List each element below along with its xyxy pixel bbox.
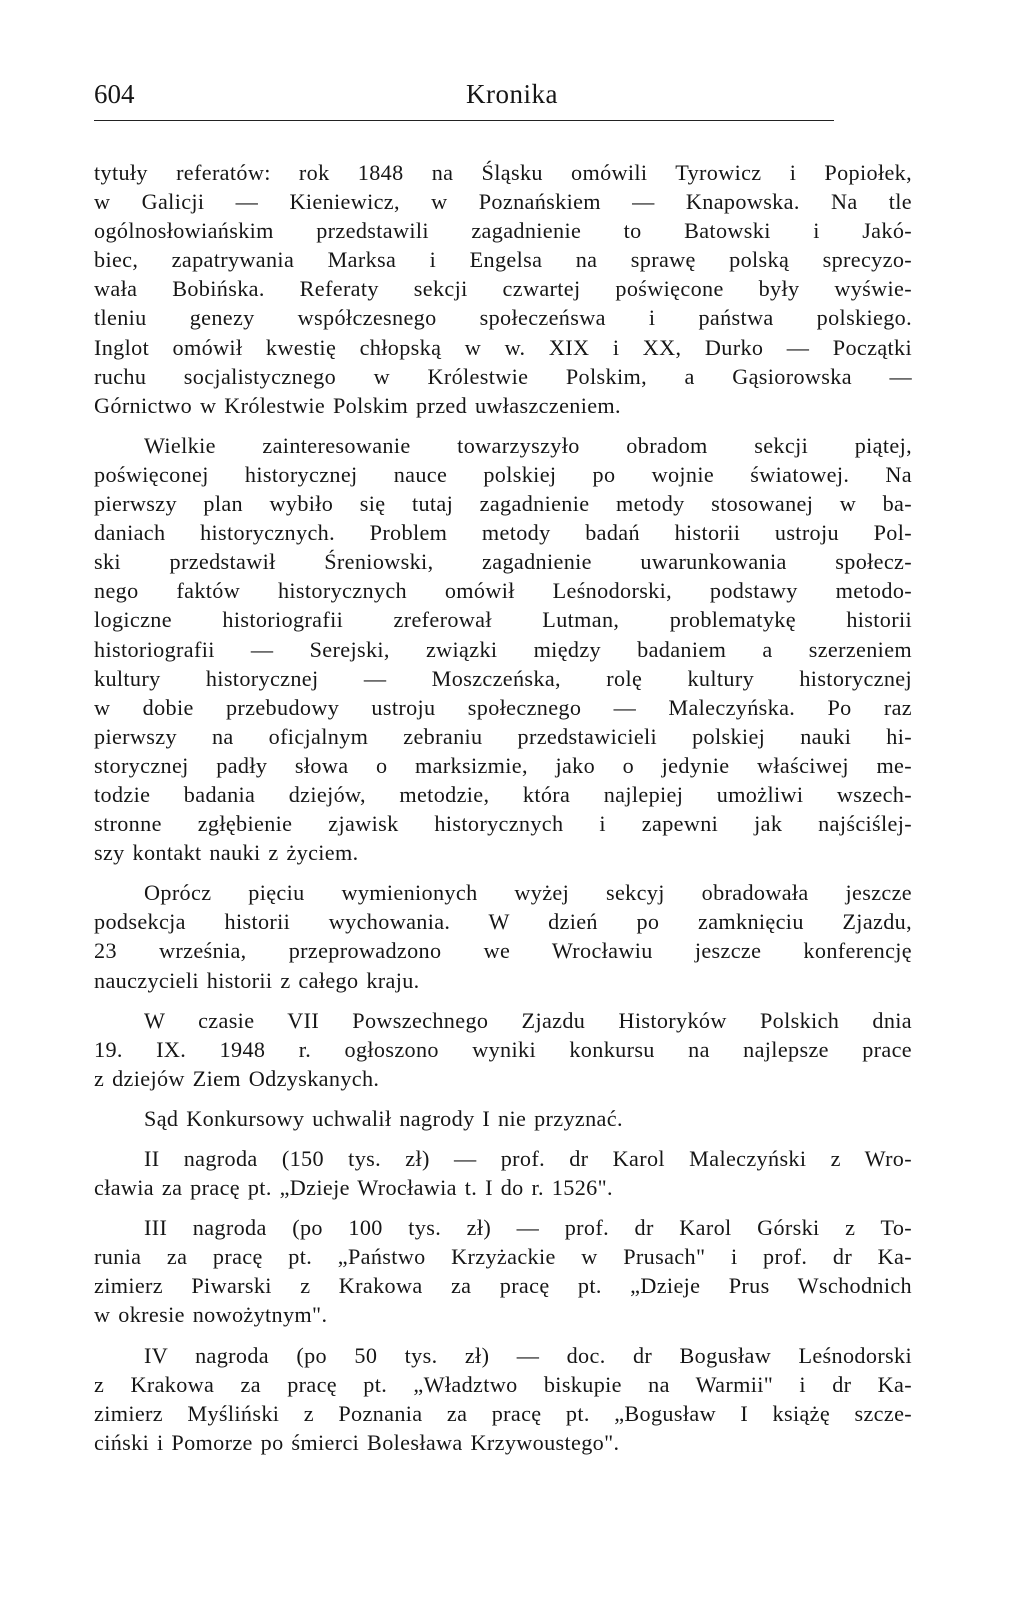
paragraph bbox=[94, 1104, 912, 1133]
text-line: IV nagroda (po 50 tys. zł) — doc. dr Bogusław Leśnodorski bbox=[144, 1342, 912, 1368]
text-line: tleniu genezy współczesnego społeczeńswa i państwa polskiego. bbox=[94, 305, 912, 331]
text-line: historiografii — Serejski, związki między badaniem a szerzeniem bbox=[94, 636, 912, 662]
text-line: poświęconej historycznej nauce polskiej po wojnie światowej. Na bbox=[94, 461, 912, 487]
text-line: kultury historycznej — Moszczeńska, rolę kultury historycznej bbox=[94, 665, 912, 691]
text-line: 19. IX. 1948 r. ogłoszono wyniki konkursu na najlepsze prace bbox=[94, 1036, 912, 1062]
text-line: II nagroda (150 tys. zł) — prof. dr Karol Maleczyński z Wro- bbox=[144, 1146, 912, 1171]
text-line: nauczycieli historii z całego kraju. bbox=[94, 967, 420, 993]
page-number: 604 bbox=[94, 79, 135, 109]
text-line: todzie badania dziejów, metodzie, która najlepiej umożliwi wszech- bbox=[94, 781, 912, 807]
text-line: nego faktów historycznych omówił Leśnodorski, podstawy metodo- bbox=[94, 578, 912, 604]
text-line: tytuły referatów: rok 1848 na Śląsku omówili Tyrowicz i Popiołek, bbox=[94, 160, 912, 185]
paragraph bbox=[94, 158, 912, 420]
text-line: z dziejów Ziem Odzyskanych. bbox=[94, 1065, 380, 1091]
text-line: Wielkie zainteresowanie towarzyszyło obradom sekcji piątej, bbox=[144, 432, 912, 458]
text-line: w dobie przebudowy ustroju społecznego — Maleczyńska. Po raz bbox=[94, 694, 912, 720]
text-line: z Krakowa za pracę pt. „Władztwo biskupie na Warmii" i dr Ka- bbox=[94, 1371, 912, 1397]
text-line: w okresie nowożytnym". bbox=[94, 1302, 328, 1328]
book-page bbox=[94, 70, 912, 1457]
text-line: biec, zapatrywania Marksa i Engelsa na sprawę polską sprecyzo- bbox=[94, 247, 912, 273]
header-rule bbox=[94, 120, 834, 121]
text-line: w Galicji — Kieniewicz, w Poznańskiem — Knapowska. Na tle bbox=[94, 189, 912, 215]
paragraph bbox=[94, 878, 912, 994]
text-line: ruchu socjalistycznego w Królestwie Polskim, a Gąsiorowska — bbox=[94, 363, 912, 389]
text-line: Sąd Konkursowy uchwalił nagrody I nie przyznać. bbox=[144, 1105, 623, 1131]
text-line: ciński i Pomorze po śmierci Bolesława Krzywoustego". bbox=[94, 1429, 620, 1455]
text-line: ogólnosłowiańskim przedstawili zagadnienie to Batowski i Jakó- bbox=[94, 218, 912, 244]
paragraph bbox=[94, 1144, 912, 1202]
body-text bbox=[94, 158, 912, 1457]
text-line: runia za pracę pt. „Państwo Krzyżackie w Prusach" i prof. dr Ka- bbox=[94, 1244, 912, 1270]
text-line: szy kontakt nauki z życiem. bbox=[94, 840, 359, 866]
text-line: storycznej padły słowa o marksizmie, jako o jedynie właściwej me- bbox=[94, 752, 912, 778]
paragraph bbox=[94, 431, 912, 867]
text-line: daniach historycznych. Problem metody badań historii ustroju Pol- bbox=[94, 520, 912, 546]
text-line: 23 września, przeprowadzono we Wrocławiu jeszcze konferencję bbox=[94, 938, 912, 964]
text-line: W czasie VII Powszechnego Zjazdu Historyków Polskich dnia bbox=[144, 1007, 912, 1033]
paragraph bbox=[94, 1341, 912, 1457]
text-line: Górnictwo w Królestwie Polskim przed uwłaszczeniem. bbox=[94, 392, 621, 418]
text-line: wała Bobińska. Referaty sekcji czwartej poświęcone były wyświe- bbox=[94, 276, 912, 302]
text-line: zimierz Myśliński z Poznania za pracę pt. „Bogusław I książę szcze- bbox=[94, 1400, 912, 1426]
text-line: stronne zgłębienie zjawisk historycznych i zapewni jak najściślej- bbox=[94, 811, 912, 837]
text-line: Inglot omówił kwestię chłopską w w. XIX i XX, Durko — Początki bbox=[94, 334, 912, 360]
running-head: Kronika bbox=[466, 79, 558, 109]
text-line: ski przedstawił Śreniowski, zagadnienie uwarunkowania społecz- bbox=[94, 549, 912, 575]
text-line: pierwszy na oficjalnym zebraniu przedstawicieli polskiej nauki hi- bbox=[94, 723, 912, 749]
text-line: Oprócz pięciu wymienionych wyżej sekcyj obradowała jeszcze bbox=[144, 880, 912, 906]
text-line: cławia za pracę pt. „Dzieje Wrocławia t. I do r. 1526". bbox=[94, 1175, 613, 1201]
paragraph bbox=[94, 1006, 912, 1093]
page-header bbox=[94, 70, 912, 110]
text-line: zimierz Piwarski z Krakowa za pracę pt. „Dzieje Prus Wschodnich bbox=[94, 1273, 912, 1299]
text-line: pierwszy plan wybiło się tutaj zagadnienie metody stosowanej w ba- bbox=[94, 491, 912, 517]
text-line: logiczne historiografii zreferował Lutman, problematykę historii bbox=[94, 607, 912, 633]
text-line: podsekcja historii wychowania. W dzień po zamknięciu Zjazdu, bbox=[94, 909, 912, 935]
text-line: III nagroda (po 100 tys. zł) — prof. dr Karol Górski z To- bbox=[144, 1215, 912, 1241]
paragraph bbox=[94, 1213, 912, 1329]
